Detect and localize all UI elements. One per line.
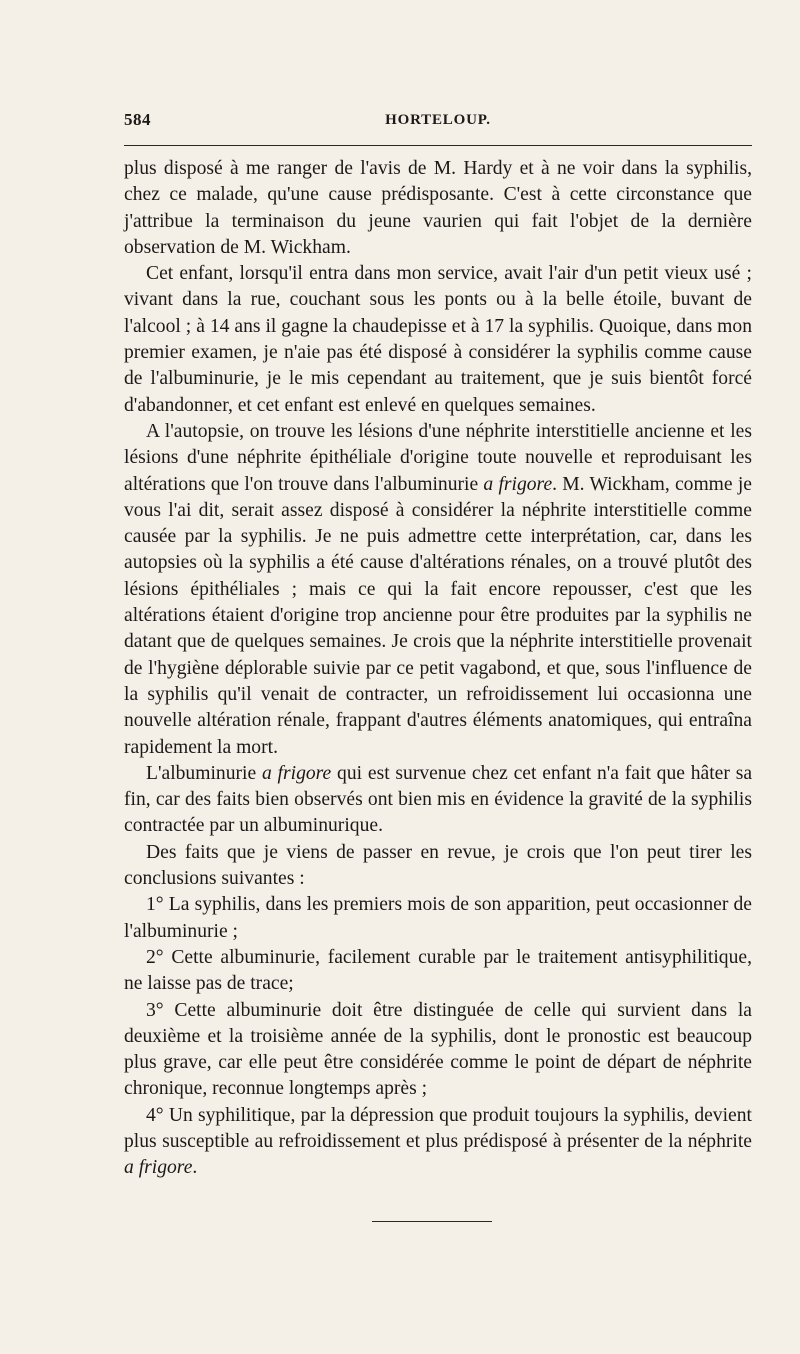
paragraph xyxy=(124,1103,752,1182)
italic-phrase: a frigore xyxy=(261,762,332,784)
running-title: HORTELOUP. xyxy=(385,112,491,128)
paragraph xyxy=(124,998,752,1103)
text-segment: 4° Un syphilitique, par la dépression que produit toujours la syphilis, devient plus susceptible au refroidissement et plus prédisposé à présenter de la néphrite xyxy=(124,1104,752,1152)
page-number: 584 xyxy=(124,110,151,129)
text-segment: Des faits que je viens de passer en revue, je crois que l'on peut tirer les conclusions suivantes : xyxy=(124,841,752,890)
text-segment: qui est survenue chez cet enfant n'a fait que hâter sa fin, car des faits bien observés ont bien mis en évidence la gravité de la syphilis contractée par un albuminurique. xyxy=(124,762,753,837)
paragraph xyxy=(124,761,752,840)
paragraph xyxy=(124,840,752,893)
paragraph xyxy=(124,156,752,261)
text-segment: . xyxy=(192,1157,198,1179)
text-segment: 1° La syphilis, dans les premiers mois de son apparition, peut occasionner de l'albuminurie ; xyxy=(124,894,752,942)
text-segment: . M. Wickham, comme je vous l'ai dit, serait assez disposé à considérer la néphrite interstitielle comme causée par la syphilis. Je ne puis admettre cette interprétation, car, dans les autopsies où la syphilis a été cause d'altérations rénales, on a trouvé plutôt des lésions épithéliales ; mais ce qui la fait encore repousser, c'est que les altérations étaient d'origine trop ancienne pour être produites par la syphilis ne datant que de quelques semaines. Je crois que la néphrite interstitielle provenait de l'hygiène déplorable suivie par ce petit vagabond, et que, sous l'influence de la syphilis qu'il venait de contracter, un refroidissement lui occasionna une nouvelle altération rénale, frappant d'autres éléments anatomiques, qui entraîna rapidement la mort. xyxy=(124,473,752,758)
text-segment: A l'autopsie, on trouve les lésions d'une néphrite interstitielle ancienne et les lésions d'une néphrite épithéliale d'origine toute nouvelle et reproduisant les altérations que l'on trouve dans l'albuminurie xyxy=(124,420,752,495)
text-segment: 2° Cette albuminurie, facilement curable par le traitement antisyphilitique, ne laisse pas de trace; xyxy=(124,946,752,995)
header-rule xyxy=(124,145,752,146)
paragraph xyxy=(124,419,752,761)
text-segment: Cet enfant, lorsqu'il entra dans mon service, avait l'air d'un petit vieux usé ; vivant dans la rue, couchant sous les ponts ou à la belle étoile, buvant de l'alcool ; à 14 ans il gagne la chaudepisse et à 17 la syphilis. Quoique, dans mon premier examen, je n'aie pas été disposé à considérer la syphilis comme cause de l'albuminurie, je le mis cependant au traitement, que je suis bientôt forcé d'abandonner, et cet enfant est enlevé en quelques semaines. xyxy=(124,263,752,416)
italic-phrase: a frigore xyxy=(483,473,553,495)
end-rule xyxy=(372,1221,492,1222)
text-segment: plus disposé à me ranger de l'avis de M. Hardy et à ne voir dans la syphilis, chez ce malade, qu'une cause prédisposante. C'est à cette circonstance que j'attribue la terminaison du jeune vaurien qui fait l'objet de la dernière observation de M. Wickham. xyxy=(124,158,752,258)
paragraph xyxy=(124,261,752,419)
paragraph xyxy=(124,945,752,998)
body-text xyxy=(124,156,752,1182)
text-segment: L'albuminurie xyxy=(146,762,262,784)
italic-phrase: a frigore xyxy=(124,1157,193,1179)
text-segment: 3° Cette albuminurie doit être distinguée de celle qui survient dans la deuxième et la troisième année de la syphilis, dont le pronostic est beaucoup plus grave, car elle peut être considérée comme le point de départ de néphrite chronique, reconnue longtemps après ; xyxy=(124,999,752,1100)
paragraph xyxy=(124,892,752,945)
page-header xyxy=(124,110,752,136)
